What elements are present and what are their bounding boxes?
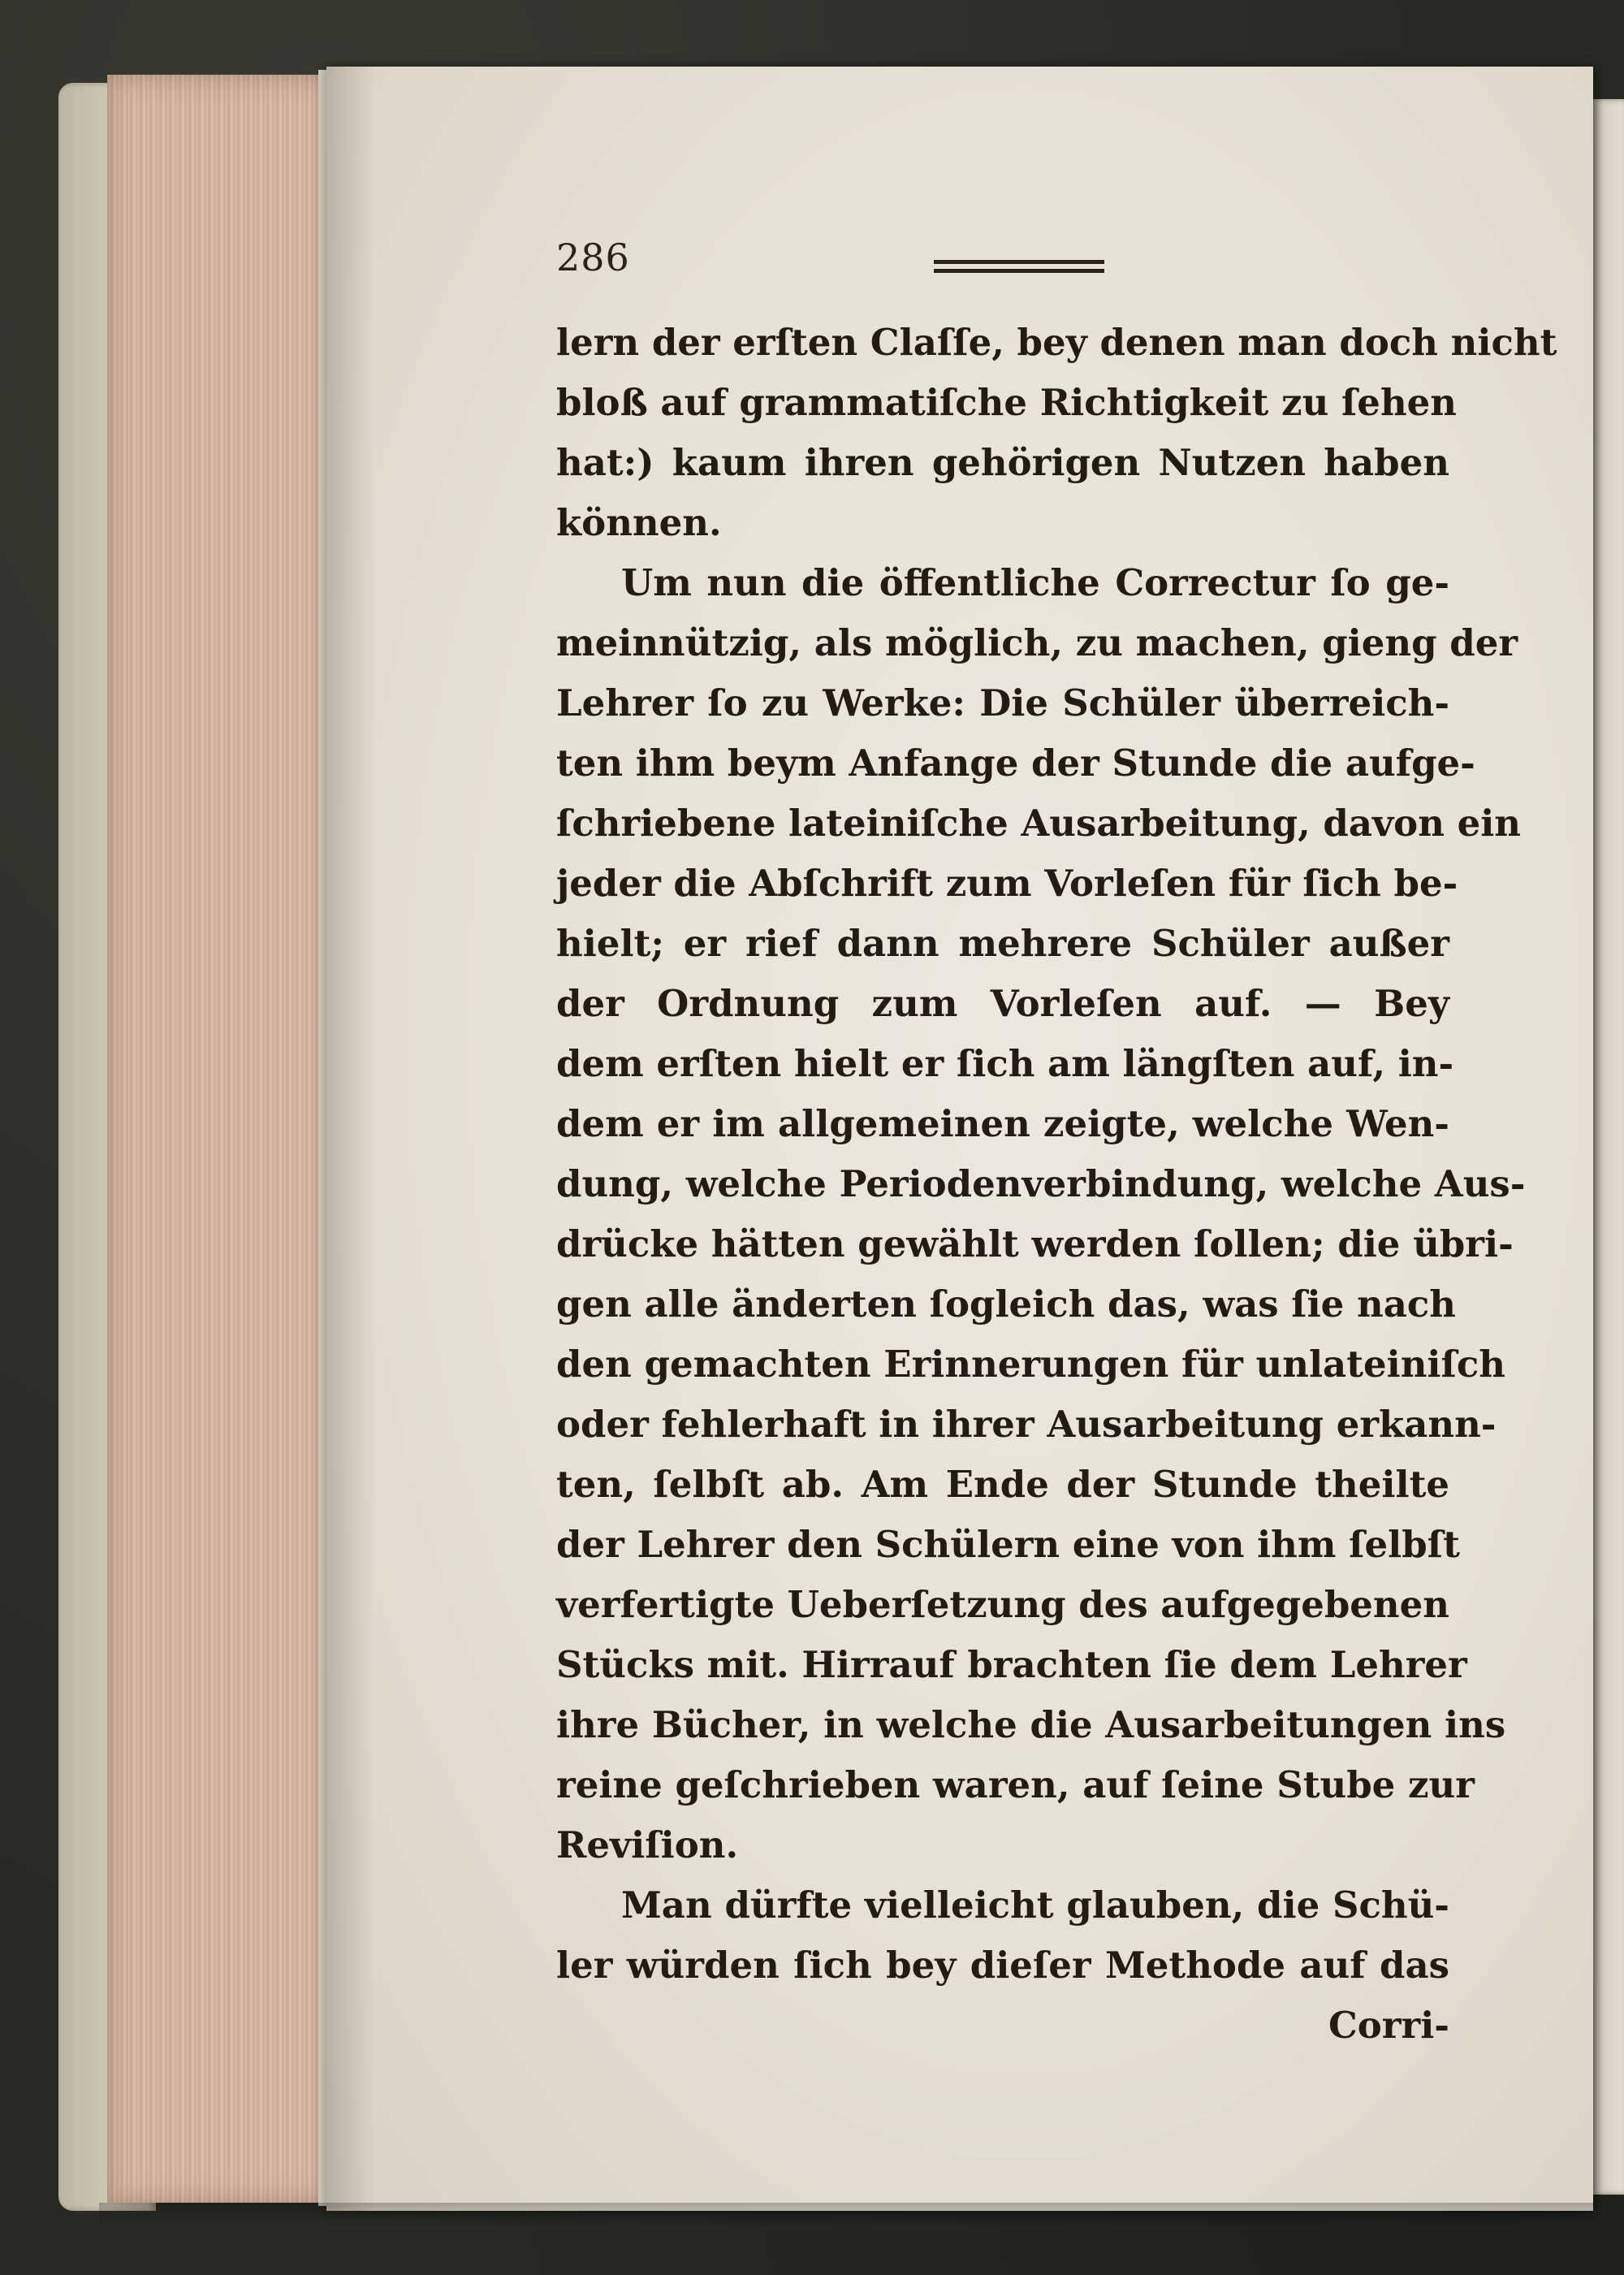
text-line: ten, ſelbſt ab. Am Ende der Stunde theilte <box>556 1463 1449 1506</box>
text-line: bloß auf grammatiſche Richtigkeit zu ſehen <box>556 381 1458 424</box>
text-line: Man dürfte vielleicht glauben, die Schü- <box>621 1884 1449 1927</box>
text-line: reine geſchrieben waren, auf ſeine Stube zur <box>556 1763 1475 1806</box>
catchword: Corri- <box>1328 2004 1449 2047</box>
text-line: hielt; er rief dann mehrere Schüler außer <box>556 922 1449 965</box>
book-bottom-shadow <box>99 2203 1593 2227</box>
facing-page-edge <box>1592 99 1624 2195</box>
text-line: ihre Bücher, in welche die Ausarbeitungen ins <box>556 1703 1506 1746</box>
text-line: verfertigte Ueberſetzung des aufgegebenen <box>556 1583 1449 1626</box>
text-line: lern der erſten Claſſe, bey denen man doch nicht <box>556 321 1557 364</box>
text-line: Lehrer ſo zu Werke: Die Schüler überreich- <box>556 681 1449 724</box>
page-text <box>556 313 1557 2056</box>
page-number: 286 <box>556 236 630 279</box>
text-line: Reviſion. <box>556 1823 739 1866</box>
text-line: Um nun die öffentliche Correctur ſo ge- <box>621 561 1449 604</box>
text-line: jeder die Abſchrift zum Vorleſen für ſich be- <box>556 862 1458 905</box>
text-line: gen alle änderten ſogleich das, was ſie nach <box>556 1282 1456 1326</box>
text-line: ler würden ſich bey dieſer Methode auf das <box>556 1944 1449 1987</box>
text-line: ſchriebene lateiniſche Ausarbeitung, davon ein <box>556 802 1522 845</box>
text-line: meinnützig, als möglich, zu machen, gieng der <box>556 621 1518 664</box>
text-line: der Lehrer den Schülern eine von ihm ſelbſt <box>556 1523 1460 1566</box>
head-rule-ornament <box>934 260 1104 275</box>
text-line: drücke hätten gewählt werden ſollen; die übri- <box>556 1222 1514 1265</box>
text-line: den gemachten Erinnerungen für unlateiniſch <box>556 1343 1505 1386</box>
text-line: Stücks mit. Hirrauf brachten ſie dem Lehrer <box>556 1643 1467 1686</box>
text-line: dung, welche Periodenverbindung, welche Aus- <box>556 1162 1526 1205</box>
text-line: dem erſten hielt er ſich am längſten auf, in- <box>556 1042 1454 1085</box>
text-line: können. <box>556 501 722 544</box>
text-line: dem er im allgemeinen zeigte, welche Wen- <box>556 1102 1449 1145</box>
text-line: der Ordnung zum Vorleſen auf. — Bey <box>556 982 1449 1025</box>
running-head <box>556 236 1449 292</box>
text-line: ten ihm beym Anfange der Stunde die aufge- <box>556 742 1475 785</box>
gutter-shadow <box>326 67 375 2211</box>
text-line: oder fehlerhaft in ihrer Ausarbeitung erkann- <box>556 1403 1497 1446</box>
text-line: hat:) kaum ihren gehörigen Nutzen haben <box>556 441 1449 484</box>
